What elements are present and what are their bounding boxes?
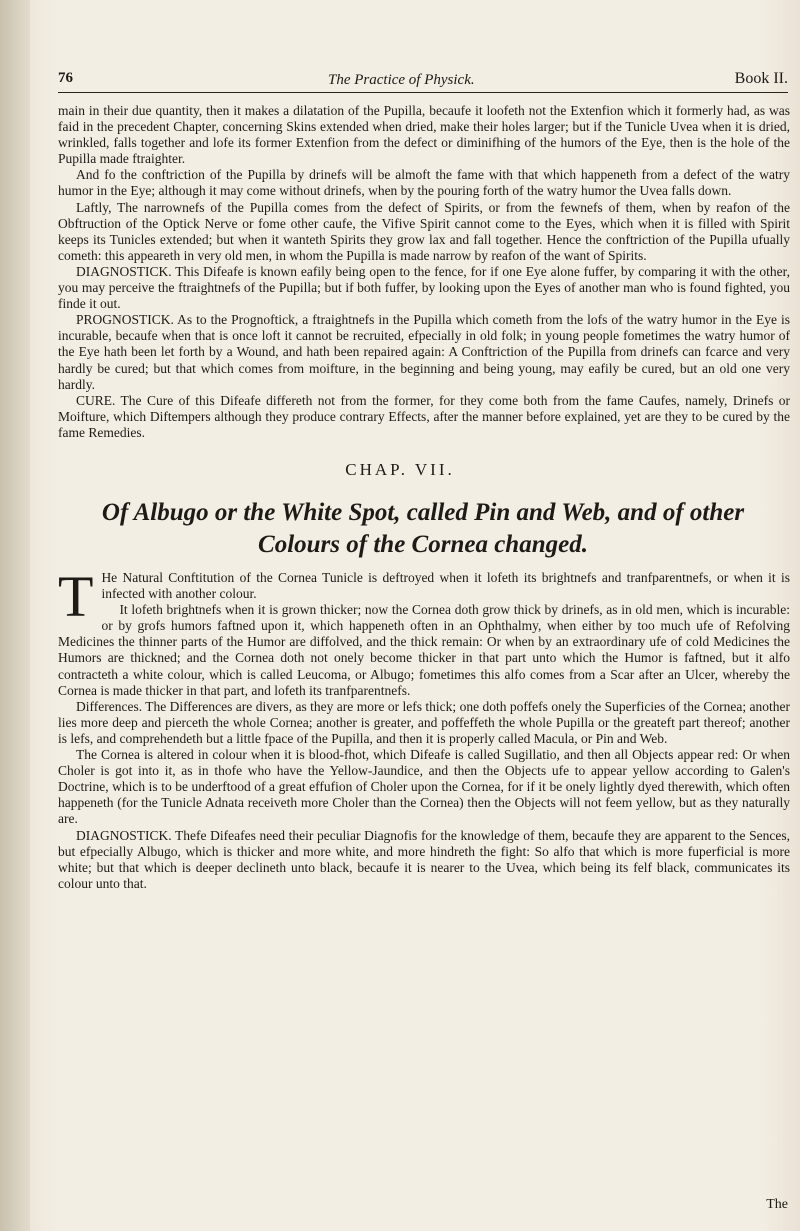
- running-title: The Practice of Physick.: [328, 72, 475, 88]
- book-label: Book II.: [734, 70, 788, 87]
- text-block-top: [58, 103, 790, 441]
- page-number: 76: [58, 70, 73, 86]
- chapter-title: Of Albugo or the White Spot, called Pin and Web, and of other Colours of the Cornea changed.: [101, 499, 745, 558]
- paragraph: Differences. The Differences are divers, as they are more or lefs thick; one doth poffefs onely the Superficies of the Cornea; another lies more deep and pierceth the whole Cornea; another is greater, and poffeffeth the whole Pupilla or the greateft part thereof; another is lefs, and comprehendeth but a little fpace of the Pupilla, and then it is properly called Macula, or Pin and Web.: [58, 698, 790, 746]
- paragraph: It lofeth brightnefs when it is grown thicker; now the Cornea doth grow thick by drinefs, as in old men, which is incurable: or by grofs humors faftned upon it, which happeneth often in an Ophthalmy, when either by too much ufe of Refolving Medicines the thinner parts of the Humor are diffolved, and the thick remain: Or when by an extraordinary ufe of cold Medicines the Humors are thickned; and the Cornea doth not onely become thicker in that part unto which the Humor is faftned, but it alfo contracteth a white colour, which is called Leucoma, or Albugo; fometimes this alfo comes from a Scar after an Ulcer, whereby the Cornea is made thicker in that part, and lofeth its tranfparentnefs.: [58, 602, 790, 698]
- paragraph: The Cornea is altered in colour when it is blood-fhot, which Difeafe is called Sugillatio, and then all Objects appear red: Or when Choler is got into it, as in thofe who have the Yellow-Jaundice, and then the Objects ufe to appear yellow according to Galen's Doctrine, which is to be underftood of a great effufion of Choler upon the Cornea, for if it be onely lightly dyed therewith, which often happeneth (for the Tunicle Adnata receiveth more Choler than the Cornea) then the Objects will not feem yellow, but as they naturally are.: [58, 747, 790, 827]
- paragraph: CURE. The Cure of this Difeafe differeth not from the former, for they come both from the fame Caufes, namely, Drinefs or Moifture, which Diftempers although they produce contrary Effects, after the manner before explained, yet are they to be cured by the fame Remedies.: [58, 392, 790, 440]
- page-gutter: [0, 0, 30, 1231]
- paragraph: Laftly, The narrownefs of the Pupilla comes from the defect of Spirits, or from the fewnefs of them, when by reafon of the Obftruction of the Optick Nerve or fome other caufe, the Vifive Spirit cannot come to the Eyes, which when it is filled with Spirit keeps its Tunicles extended; but when it wanteth Spirits they grow lax and fall together. Hence the conftriction of the Pupilla ufually cometh: this appeareth in very old men, in whom the Pupilla is made narrow by reafon of the want of Spirits.: [58, 199, 790, 263]
- catchword: The: [766, 1197, 788, 1212]
- paragraph: DIAGNOSTICK. Thefe Difeafes need their peculiar Diagnofis for the knowledge of them, becaufe they are apparent to the Sences, but efpecially Albugo, which is thicker and more white, and more hindreth the fight: So alfo that which is more fuperficial is more white; but that which is deeper declineth unto black, becaufe it is nearer to the Uvea, which being its felf black, communicates its colour unto that.: [58, 827, 790, 891]
- paragraph: DIAGNOSTICK. This Difeafe is known eafily being open to the fence, for if one Eye alone fuffer, by comparing it with the other, you may perceive the ftraightnefs of the Pupilla; but if both fuffer, by looking upon the Eyes of another man who is found fighted, you finde it out.: [58, 263, 790, 312]
- paragraph: And fo the conftriction of the Pupilla by drinefs will be almoft the fame with that which happeneth from a defect of the watry humor in the Eye; although it may come without drinefs, when by the pouring forth of the watry humor the Uvea falls down.: [58, 167, 790, 199]
- paragraph: PROGNOSTICK. As to the Prognoftick, a ftraightnefs in the Pupilla which cometh from the lofs of the watry humor in the Eye is incurable, becaufe when that is once loft it cannot be recruited, efpecially in old folk; in young people fometimes the watry humor of the Eye hath been let forth by a Wound, and hath been repaired again: A Conftriction of the Pupilla from drinefs can fcarce and very hardly be cured; but that which comes from moifture, in the beginning and being young, may eafily be cured, but an old one very hardly.: [58, 312, 790, 392]
- drop-cap: T: [58, 564, 94, 629]
- text-block-bottom: [58, 564, 790, 892]
- paragraph: main in their due quantity, then it makes a dilatation of the Pupilla, becaufe it loofeth not the Extenfion which it formerly had, as was faid in the precedent Chapter, concerning Skins extended when dried, make their holes larger; but if the Tunicle Uvea when it is dried, wrinkled, falls together and lofe its former Extenfion from the defect or diminifhing of the humors of the Eye, then is the hole of the Pupilla made ftraighter.: [58, 103, 790, 167]
- paragraph: He Natural Conftitution of the Cornea Tunicle is deftroyed when it lofeth its brightnefs and tranfparentnefs, or when it is infected with another colour.: [101, 570, 790, 602]
- chapter-label: CHAP. VII.: [345, 460, 455, 479]
- page-header: [58, 70, 788, 93]
